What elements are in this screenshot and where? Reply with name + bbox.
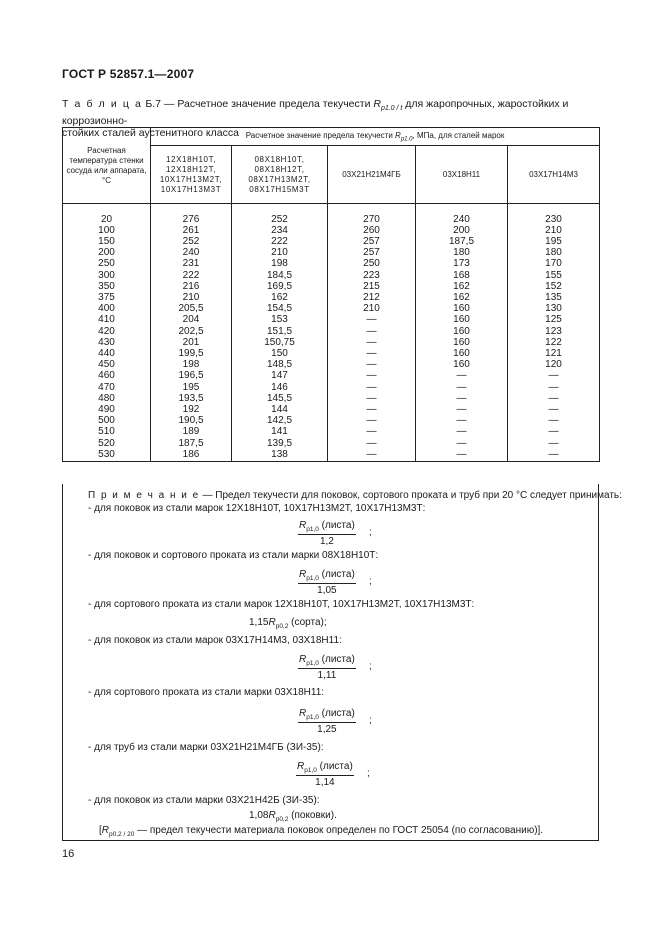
yield-value-cell: —	[328, 438, 416, 449]
formula-symbol: R	[299, 654, 307, 665]
formula-subscript: p1,0	[306, 714, 319, 721]
yield-value-cell: 130	[508, 303, 600, 314]
yield-value-cell: —	[416, 393, 508, 404]
formula-subscript: p1,0	[306, 526, 319, 533]
caption-text-before: Б.7 — Расчетное значение предела текучести	[145, 98, 374, 110]
yield-value-cell: 205,5	[151, 303, 232, 314]
table-row	[63, 292, 600, 303]
yield-value-cell: —	[328, 393, 416, 404]
yield-value-cell: 222	[232, 236, 328, 247]
formula-4	[298, 654, 356, 681]
formula-suffix: (поковки).	[288, 810, 337, 821]
yield-value-cell: 169,5	[232, 281, 328, 292]
group-header-sub: р1.0	[400, 136, 413, 143]
yield-value-cell: 223	[328, 270, 416, 281]
formula-denominator: 1,25	[317, 724, 337, 735]
yield-value-cell: 135	[508, 292, 600, 303]
yield-value-cell: 222	[151, 270, 232, 281]
note-heading	[88, 490, 622, 502]
yield-value-cell: —	[416, 449, 508, 462]
table-row	[63, 225, 600, 236]
yield-value-cell: 210	[151, 292, 232, 303]
note-head-text: — Предел текучести для поковок, сортового проката и труб при 20 °С следует принимать:	[199, 490, 622, 501]
temperature-cell: 410	[63, 314, 151, 325]
yield-value-cell: —	[328, 449, 416, 462]
yield-value-cell: —	[508, 393, 600, 404]
yield-value-cell: 173	[416, 258, 508, 269]
yield-value-cell: 170	[508, 258, 600, 269]
yield-strength-table	[62, 127, 600, 462]
yield-value-cell: 125	[508, 314, 600, 325]
yield-value-cell: 144	[232, 404, 328, 415]
yield-value-cell: 120	[508, 359, 600, 370]
yield-value-cell: 186	[151, 449, 232, 462]
formula-subscript: p1,0	[304, 767, 317, 774]
temperature-cell: 480	[63, 393, 151, 404]
temperature-cell: 300	[63, 270, 151, 281]
table-row	[63, 270, 600, 281]
formula-denominator: 1,11	[317, 670, 337, 681]
yield-value-cell: —	[508, 426, 600, 437]
formula-coefficient: 1,15	[249, 617, 269, 628]
formula-symbol: R	[297, 761, 305, 772]
column-header: 12Х18Н10Т, 12Х18Н12Т, 10Х17Н13М2Т, 10Х17Н13М3Т	[151, 146, 232, 204]
steel-grades-group-header	[151, 128, 600, 146]
formula-5	[298, 708, 356, 735]
yield-value-cell: 180	[508, 247, 600, 258]
yield-value-cell: 162	[416, 281, 508, 292]
formula-semicolon: ;	[367, 768, 370, 779]
note-line-03x18-bar: - для сортового проката из стали марки 03Х18Н11:	[88, 687, 325, 698]
formula-7	[249, 810, 337, 823]
yield-value-cell: 234	[232, 225, 328, 236]
yield-value-cell: 160	[416, 337, 508, 348]
table-row	[63, 382, 600, 393]
note-box	[62, 484, 622, 841]
table-row	[63, 370, 600, 381]
temperature-cell: 430	[63, 337, 151, 348]
formula-subscript: p0,2	[275, 816, 289, 823]
reference-text: — предел текучести материала поковок определен по ГОСТ 25054 (по согласованию)].	[134, 825, 544, 836]
spacer-row	[63, 204, 600, 214]
yield-value-cell: 184,5	[232, 270, 328, 281]
yield-value-cell: 257	[328, 247, 416, 258]
column-header: 08Х18Н10Т, 08Х18Н12Т, 08Х17Н13М2Т, 08Х17Н15М3Т	[232, 146, 328, 204]
yield-value-cell: —	[328, 404, 416, 415]
formula-denominator: 1,14	[315, 777, 335, 788]
yield-value-cell: 198	[232, 258, 328, 269]
temperature-cell: 440	[63, 348, 151, 359]
yield-value-cell: 155	[508, 270, 600, 281]
yield-value-cell: 146	[232, 382, 328, 393]
table-row	[63, 449, 600, 462]
yield-value-cell: —	[328, 359, 416, 370]
yield-value-cell: 195	[508, 236, 600, 247]
group-header-after: , МПа, для сталей марок	[412, 130, 505, 140]
yield-value-cell: 210	[508, 225, 600, 236]
formula-symbol: R	[299, 708, 307, 719]
yield-value-cell: 212	[328, 292, 416, 303]
yield-value-cell: 154,5	[232, 303, 328, 314]
temperature-cell: 460	[63, 370, 151, 381]
yield-value-cell: 192	[151, 404, 232, 415]
formula-numerator-text: (листа)	[321, 654, 355, 665]
yield-value-cell: 122	[508, 337, 600, 348]
yield-value-cell: 187,5	[151, 438, 232, 449]
yield-value-cell: 252	[232, 214, 328, 225]
table-row	[63, 404, 600, 415]
yield-value-cell: 276	[151, 214, 232, 225]
yield-value-cell: 200	[416, 225, 508, 236]
yield-value-cell: —	[328, 426, 416, 437]
formula-numerator-text: (листа)	[321, 708, 355, 719]
table-row	[63, 426, 600, 437]
formula-3	[249, 617, 327, 630]
yield-value-cell: 270	[328, 214, 416, 225]
yield-value-cell: 151,5	[232, 326, 328, 337]
yield-value-cell: 195	[151, 382, 232, 393]
spacer-cell	[508, 204, 600, 214]
yield-value-cell: 152	[508, 281, 600, 292]
table-row	[63, 438, 600, 449]
page-number: 16	[62, 848, 75, 860]
temperature-cell: 150	[63, 236, 151, 247]
temperature-cell: 100	[63, 225, 151, 236]
yield-value-cell: 162	[232, 292, 328, 303]
yield-value-cell: —	[328, 382, 416, 393]
yield-value-cell: 230	[508, 214, 600, 225]
yield-value-cell: 150	[232, 348, 328, 359]
yield-value-cell: 199,5	[151, 348, 232, 359]
yield-value-cell: 216	[151, 281, 232, 292]
formula-numerator-text: (листа)	[321, 569, 355, 580]
yield-value-cell: 145,5	[232, 393, 328, 404]
note-line-08x18: - для поковок и сортового проката из стали марки 08Х18Н10Т:	[88, 550, 379, 561]
formula-subscript: p1,0	[306, 660, 319, 667]
formula-subscript: p0,2	[275, 623, 289, 630]
yield-value-cell: 160	[416, 326, 508, 337]
yield-value-cell: 189	[151, 426, 232, 437]
formula-symbol: R	[299, 520, 307, 531]
temperature-cell: 470	[63, 382, 151, 393]
yield-value-cell: 162	[416, 292, 508, 303]
note-reference: [$R_{p0,2 / 20}$ — предел текучести материала поковок определен по ГОСТ 25054 (по согласованию)].	[99, 825, 544, 838]
formula-denominator: 1,2	[319, 536, 334, 547]
caption-text-after: для жаропрочных, жаростойких и коррозионно-	[62, 98, 569, 128]
note-line-03x21-forgings: - для поковок из стали марки 03Х21Н42Б (ЗИ-35):	[88, 795, 320, 806]
formula-numerator-text: (листа)	[321, 520, 355, 531]
yield-value-cell: 139,5	[232, 438, 328, 449]
yield-value-cell: 250	[328, 258, 416, 269]
yield-value-cell: 141	[232, 426, 328, 437]
yield-value-cell: —	[328, 326, 416, 337]
yield-value-cell: —	[416, 382, 508, 393]
yield-value-cell: —	[328, 314, 416, 325]
table-row	[63, 337, 600, 348]
yield-value-cell: 231	[151, 258, 232, 269]
yield-value-cell: 196,5	[151, 370, 232, 381]
yield-value-cell: —	[416, 404, 508, 415]
temperature-cell: 490	[63, 404, 151, 415]
temperature-cell: 250	[63, 258, 151, 269]
temperature-cell: 500	[63, 415, 151, 426]
formula-6	[296, 761, 354, 788]
yield-value-cell: 198	[151, 359, 232, 370]
yield-value-cell: 261	[151, 225, 232, 236]
formula-semicolon: ;	[369, 715, 372, 726]
spacer-cell	[416, 204, 508, 214]
temperature-cell: 510	[63, 426, 151, 437]
note-line-pipes: - для труб из стали марки 03Х21Н21М4ГБ (ЗИ-35):	[88, 742, 324, 753]
caption-symbol-sub: p1.0 / t	[380, 105, 403, 113]
formula-semicolon: ;	[369, 661, 372, 672]
group-header-before: Расчетное значение предела текучести	[245, 130, 396, 140]
temperature-cell: 420	[63, 326, 151, 337]
table-row	[63, 236, 600, 247]
yield-value-cell: —	[416, 415, 508, 426]
temperature-header: Расчетная температура стенки сосуда или аппарата, °С	[63, 128, 151, 204]
table-row	[63, 314, 600, 325]
caption-line2: стойких сталей аустенитного класса	[62, 127, 239, 140]
yield-value-cell: 252	[151, 236, 232, 247]
yield-value-cell: —	[416, 370, 508, 381]
table-row	[63, 281, 600, 292]
formula-1	[298, 520, 356, 547]
temperature-cell: 520	[63, 438, 151, 449]
table-row	[63, 415, 600, 426]
reference-subscript: p0,2 / 20	[109, 831, 135, 838]
note-line-forgings-12x18: - для поковок из стали марок 12Х18Н10Т, 10Х17Н13М2Т, 10Х17Н13М3Т:	[88, 503, 426, 514]
yield-value-cell: 202,5	[151, 326, 232, 337]
yield-value-cell: 150,75	[232, 337, 328, 348]
note-line-bar-stock: - для сортового проката из стали марок 12Х18Н10Т, 10Х17Н13М2Т, 10Х17Н13М3Т:	[88, 599, 475, 610]
yield-value-cell: 215	[328, 281, 416, 292]
table-row	[63, 326, 600, 337]
spacer-cell	[328, 204, 416, 214]
table-row	[63, 247, 600, 258]
yield-value-cell: 210	[232, 247, 328, 258]
temperature-cell: 350	[63, 281, 151, 292]
yield-value-cell: 160	[416, 303, 508, 314]
table-row	[63, 214, 600, 225]
yield-value-cell: —	[416, 438, 508, 449]
yield-value-cell: 190,5	[151, 415, 232, 426]
group-header-symbol: R	[395, 130, 401, 140]
yield-value-cell: 180	[416, 247, 508, 258]
formula-symbol: R	[268, 810, 276, 821]
yield-value-cell: 160	[416, 359, 508, 370]
yield-value-cell: —	[508, 370, 600, 381]
yield-value-cell: —	[508, 438, 600, 449]
yield-value-cell: 142,5	[232, 415, 328, 426]
table-row	[63, 359, 600, 370]
formula-semicolon: ;	[369, 576, 372, 587]
yield-value-cell: 240	[151, 247, 232, 258]
yield-value-cell: 148,5	[232, 359, 328, 370]
yield-value-cell: —	[328, 337, 416, 348]
table-row	[63, 258, 600, 269]
formula-semicolon: ;	[369, 527, 372, 538]
spacer-cell	[232, 204, 328, 214]
temperature-cell: 530	[63, 449, 151, 462]
caption-prefix: Т а б л и ц а	[62, 98, 143, 110]
yield-value-cell: —	[508, 415, 600, 426]
yield-value-cell: —	[508, 404, 600, 415]
formula-coefficient: 1,08	[249, 810, 269, 821]
temperature-cell: 200	[63, 247, 151, 258]
spacer-cell	[63, 204, 151, 214]
yield-value-cell: 160	[416, 348, 508, 359]
yield-value-cell: 201	[151, 337, 232, 348]
temperature-cell: 450	[63, 359, 151, 370]
yield-value-cell: 240	[416, 214, 508, 225]
yield-value-cell: 187,5	[416, 236, 508, 247]
table-row	[63, 393, 600, 404]
column-header: 03Х18Н11	[416, 146, 508, 204]
formula-denominator: 1,05	[317, 585, 337, 596]
yield-value-cell: —	[328, 348, 416, 359]
spacer-cell	[151, 204, 232, 214]
table-row	[63, 348, 600, 359]
yield-value-cell: 204	[151, 314, 232, 325]
yield-value-cell: 193,5	[151, 393, 232, 404]
yield-value-cell: 168	[416, 270, 508, 281]
formula-numerator-text: (листа)	[319, 761, 353, 772]
yield-value-cell: 257	[328, 236, 416, 247]
yield-value-cell: —	[328, 370, 416, 381]
column-header: 03Х21Н21М4ГБ	[328, 146, 416, 204]
formula-symbol: R	[299, 569, 307, 580]
column-header: 03Х17Н14М3	[508, 146, 600, 204]
yield-value-cell: 123	[508, 326, 600, 337]
temperature-cell: 20	[63, 214, 151, 225]
table-row	[63, 303, 600, 314]
yield-value-cell: 210	[328, 303, 416, 314]
temperature-cell: 375	[63, 292, 151, 303]
yield-value-cell: —	[416, 426, 508, 437]
reference-symbol: R	[101, 825, 110, 836]
note-prefix: П р и м е ч а н и е	[88, 490, 200, 501]
yield-value-cell: 153	[232, 314, 328, 325]
yield-value-cell: 147	[232, 370, 328, 381]
document-header: ГОСТ Р 52857.1—2007	[62, 67, 195, 81]
yield-value-cell: 121	[508, 348, 600, 359]
temperature-cell: 400	[63, 303, 151, 314]
formula-subscript: p1,0	[306, 575, 319, 582]
caption-symbol: R	[373, 98, 381, 110]
formula-symbol: R	[268, 617, 276, 628]
yield-value-cell: —	[508, 449, 600, 462]
yield-value-cell: —	[328, 415, 416, 426]
formula-suffix: (сорта);	[288, 617, 327, 628]
yield-value-cell: 260	[328, 225, 416, 236]
yield-value-cell: 160	[416, 314, 508, 325]
yield-value-cell: 138	[232, 449, 328, 462]
note-line-03x17: - для поковок из стали марок 03Х17Н14М3, 03Х18Н11:	[88, 635, 342, 646]
yield-value-cell: —	[508, 382, 600, 393]
formula-2	[298, 569, 356, 596]
